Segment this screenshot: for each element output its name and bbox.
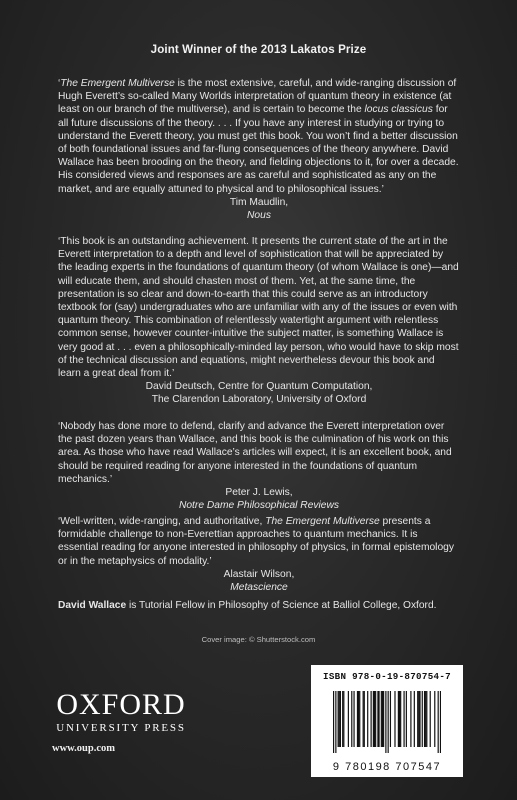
review-deutsch [58, 235, 460, 407]
barcode-bar [430, 691, 431, 747]
barcode-bar [335, 691, 336, 753]
barcode-bar [343, 691, 344, 747]
barcode-bar [419, 691, 420, 747]
review-quote: ‘The Emergent Multiverse is the most extensive, careful, and wide-ranging discussion of Hugh Everett’s so-called Many Worlds interpretation of quantum theory in existence (at least on our branch of the multiverse), and is certain to become the locus classicus for all future discussions of the theory. . . . If you have any interest in studying or trying to understand the Everett theory, you must get this book. You won’t find a better discussion of both foundational issues and far-flung consequences of the theory anywhere. David Wallace has been brooding on the theory, and fielding objections to it, for over a decade. His considered views and responses are as careful and sophisticated as any on the market, and are equally attuned to physical and to philosophical issues.’ [58, 78, 459, 195]
barcode-bar [418, 691, 419, 747]
barcode-bar [378, 691, 379, 747]
barcode-bar [340, 691, 341, 747]
barcode-bar [367, 691, 368, 747]
barcode-bar [363, 691, 364, 747]
author-name: David Wallace [58, 600, 127, 611]
review-attribution [58, 196, 460, 222]
barcode-bar [385, 691, 386, 753]
barcode-bar [377, 691, 378, 747]
barcode-bar [406, 691, 407, 747]
author-bio [58, 599, 468, 612]
prize-heading: Joint Winner of the 2013 Lakatos Prize [150, 43, 367, 56]
barcode-bar [398, 691, 399, 747]
review-quote: ‘This book is an outstanding achievement. It presents the current state of the art in the Everett interpretation to a depth and level of sophistication that will be appreciated by the leading experts in the foundations of quantum theory (of whom Wallace is one)—and will educate them, and should chasten most of them. Yet, at the same time, the presentation is so clear and down-to-earth that this could serve as an introductory textbook for (say) undergraduates who are unfamiliar with any of the issues or even with quantum theory. This combination of relentlessly watertight argument with relentless common sense, however counter-intuitive the subject matter, is something Wallace is very good at . . . even a philosophically-minded lay person, who would have to skip most of the technical discussion and equations, might nevertheless devour this book and learn a great deal from it.’ [58, 236, 459, 380]
logo-sub-text: UNIVERSITY PRESS [56, 722, 186, 734]
attribution-line: David Deutsch, Centre for Quantum Computation, [145, 381, 373, 393]
barcode-bar [424, 691, 425, 747]
barcode-bar [434, 691, 435, 747]
attribution-line: Peter J. Lewis, Notre Dame Philosophical Reviews [178, 487, 340, 512]
barcode-bar [414, 691, 415, 747]
barcode-bar [400, 691, 401, 747]
barcode-bar [342, 691, 343, 747]
barcode-bar [425, 691, 426, 747]
barcode-bar [399, 691, 400, 747]
barcode-bar [364, 691, 365, 747]
attribution-line: Tim Maudlin, Nous [229, 196, 289, 222]
review-maudlin [58, 77, 460, 222]
barcode-bar [382, 691, 383, 747]
barcode-bar [357, 691, 358, 747]
barcode-bar [353, 691, 354, 747]
barcode-bar [440, 691, 441, 753]
barcode-bar [348, 691, 349, 747]
attribution-line: Alastair Wilson, Metascience [223, 568, 295, 594]
oxford-logo [52, 690, 190, 734]
barcode-bar [381, 691, 382, 747]
logo-main-text: OXFORD [56, 688, 186, 721]
barcode-bar [390, 691, 391, 747]
review-attribution [58, 568, 460, 594]
barcode-bar [438, 691, 439, 753]
barcode-bar [426, 691, 427, 747]
review-attribution [58, 380, 460, 406]
barcode-bar [358, 691, 359, 747]
barcode-number: 9 780198 707547 [332, 761, 442, 773]
barcode-bar [333, 691, 334, 753]
review-attribution [58, 486, 460, 512]
barcode-bar [394, 691, 395, 747]
cover-credit: Cover image: © Shutterstock.com [201, 635, 316, 644]
barcode-image [333, 691, 441, 753]
review-wilson [58, 515, 460, 594]
publisher-website: www.oup.com [52, 743, 116, 754]
barcode-bar [375, 691, 376, 747]
barcode-bar [371, 691, 372, 747]
barcode-bar [338, 691, 339, 747]
barcode-bar [374, 691, 375, 747]
author-bio-text: is Tutorial Fellow in Philosophy of Science at Balliol College, Oxford. [126, 600, 437, 611]
barcode-bar [351, 691, 352, 747]
barcode-bar [339, 691, 340, 747]
barcode-bar [417, 691, 418, 747]
attribution-line: The Clarendon Laboratory, University of Oxford [151, 394, 367, 406]
barcode-bar [403, 691, 404, 747]
review-lewis [58, 420, 460, 512]
barcode-box [311, 665, 463, 777]
isbn-label: ISBN 978-0-19-870754-7 [323, 671, 451, 682]
barcode-bar [388, 691, 389, 753]
barcode-bar [383, 691, 384, 747]
barcode-bar [359, 691, 360, 747]
barcode-bar [422, 691, 423, 747]
review-quote: ‘Well-written, wide-ranging, and authoritative, The Emergent Multiverse presents a formidable challenge to non-Everettian approaches to quantum mechanics. It is essential reading for anyone interested in philosophy of physics, in formal epistemology or in the metaphysics of modality.’ [58, 516, 454, 567]
barcode-bar [410, 691, 411, 747]
barcode-bar [373, 691, 374, 747]
review-quote: ‘Nobody has done more to defend, clarify and advance the Everett interpretation over the past dozen years than Wallace, and this book is the culmination of his work on this area. As those who have read Wallace’s articles will expect, it is an excellent book, and should be required reading for anyone interested in the foundations of quantum mechanics.’ [58, 421, 452, 485]
